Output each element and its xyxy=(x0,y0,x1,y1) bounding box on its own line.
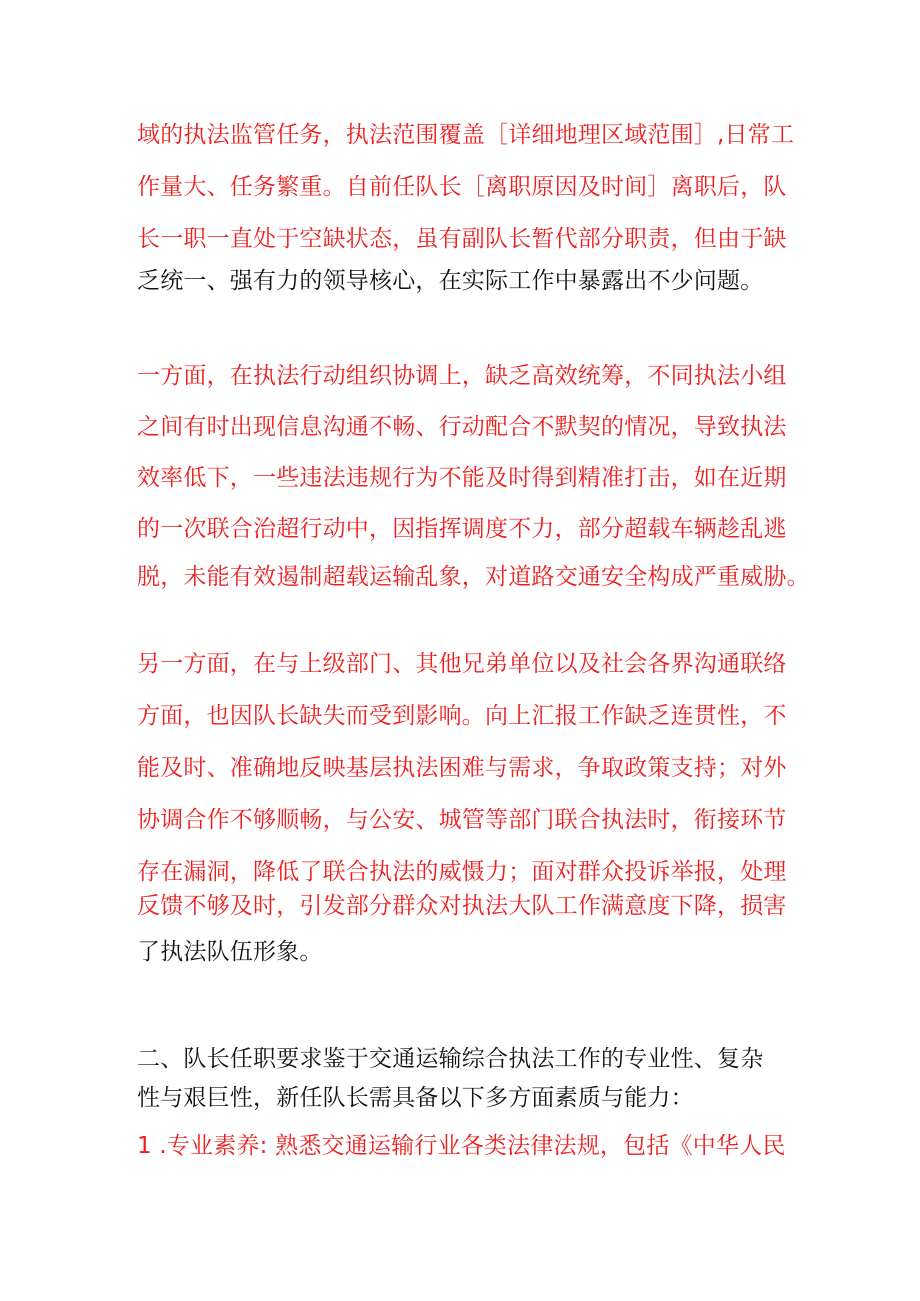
paragraph-2-line-3: 效率低下，一些违法违规行为不能及时得到精准打击，如在近期 xyxy=(137,465,787,491)
paragraph-3-line-6: 反馈不够及时，引发部分群众对执法大队工作满意度下降，损害 xyxy=(137,893,787,919)
paragraph-2-line-1: 一方面，在执法行动组织协调上，缺乏高效统筹，不同执法小组 xyxy=(137,363,787,389)
paragraph-2-line-5: 脱，未能有效遏制超载运输乱象，对道路交通安全构成严重威胁。 xyxy=(137,564,810,590)
paragraph-1-line-1: 域的执法监管任务，执法范围覆盖［详细地理区域范围］,日常工 xyxy=(137,122,795,148)
paragraph-3-line-7: 了执法队伍形象。 xyxy=(137,939,323,965)
paragraph-1-line-3: 长一职一直处于空缺状态，虽有副队长暂代部分职责，但由于缺 xyxy=(137,226,787,252)
item-1-line: 1 .专业素养: 熟悉交通运输行业各类法律法规，包括《中华人民 xyxy=(137,1133,786,1159)
section-2-line-1: 二、队长任职要求鉴于交通运输综合执法工作的专业性、复杂 xyxy=(137,1046,764,1072)
paragraph-3-line-3: 能及时、准确地反映基层执法困难与需求，争取政策支持；对外 xyxy=(137,755,787,781)
paragraph-3-line-2: 方面，也因队长缺失而受到影响。向上汇报工作缺乏连贯性，不 xyxy=(137,703,787,729)
paragraph-3-line-5: 存在漏洞，降低了联合执法的威慑力；面对群众投诉举报，处理 xyxy=(137,859,787,885)
section-2-line-2: 性与艰巨性，新任队长需具备以下多方面素质与能力： xyxy=(137,1085,694,1111)
paragraph-1-line-4: 乏统一、强有力的领导核心，在实际工作中暴露出不少问题。 xyxy=(137,268,764,294)
paragraph-2-line-4: 的一次联合治超行动中，因指挥调度不力，部分超载车辆趁乱逃 xyxy=(137,516,787,542)
paragraph-3-line-4: 协调合作不够顺畅，与公安、城管等部门联合执法时，衔接环节 xyxy=(137,807,787,833)
paragraph-1-line-2: 作量大、任务繁重。自前任队长［离职原因及时间］离职后，队 xyxy=(137,174,787,200)
paragraph-2-line-2: 之间有时出现信息沟通不畅、行动配合不默契的情况，导致执法 xyxy=(137,414,787,440)
paragraph-3-line-1: 另一方面，在与上级部门、其他兄弟单位以及社会各界沟通联络 xyxy=(137,651,787,677)
